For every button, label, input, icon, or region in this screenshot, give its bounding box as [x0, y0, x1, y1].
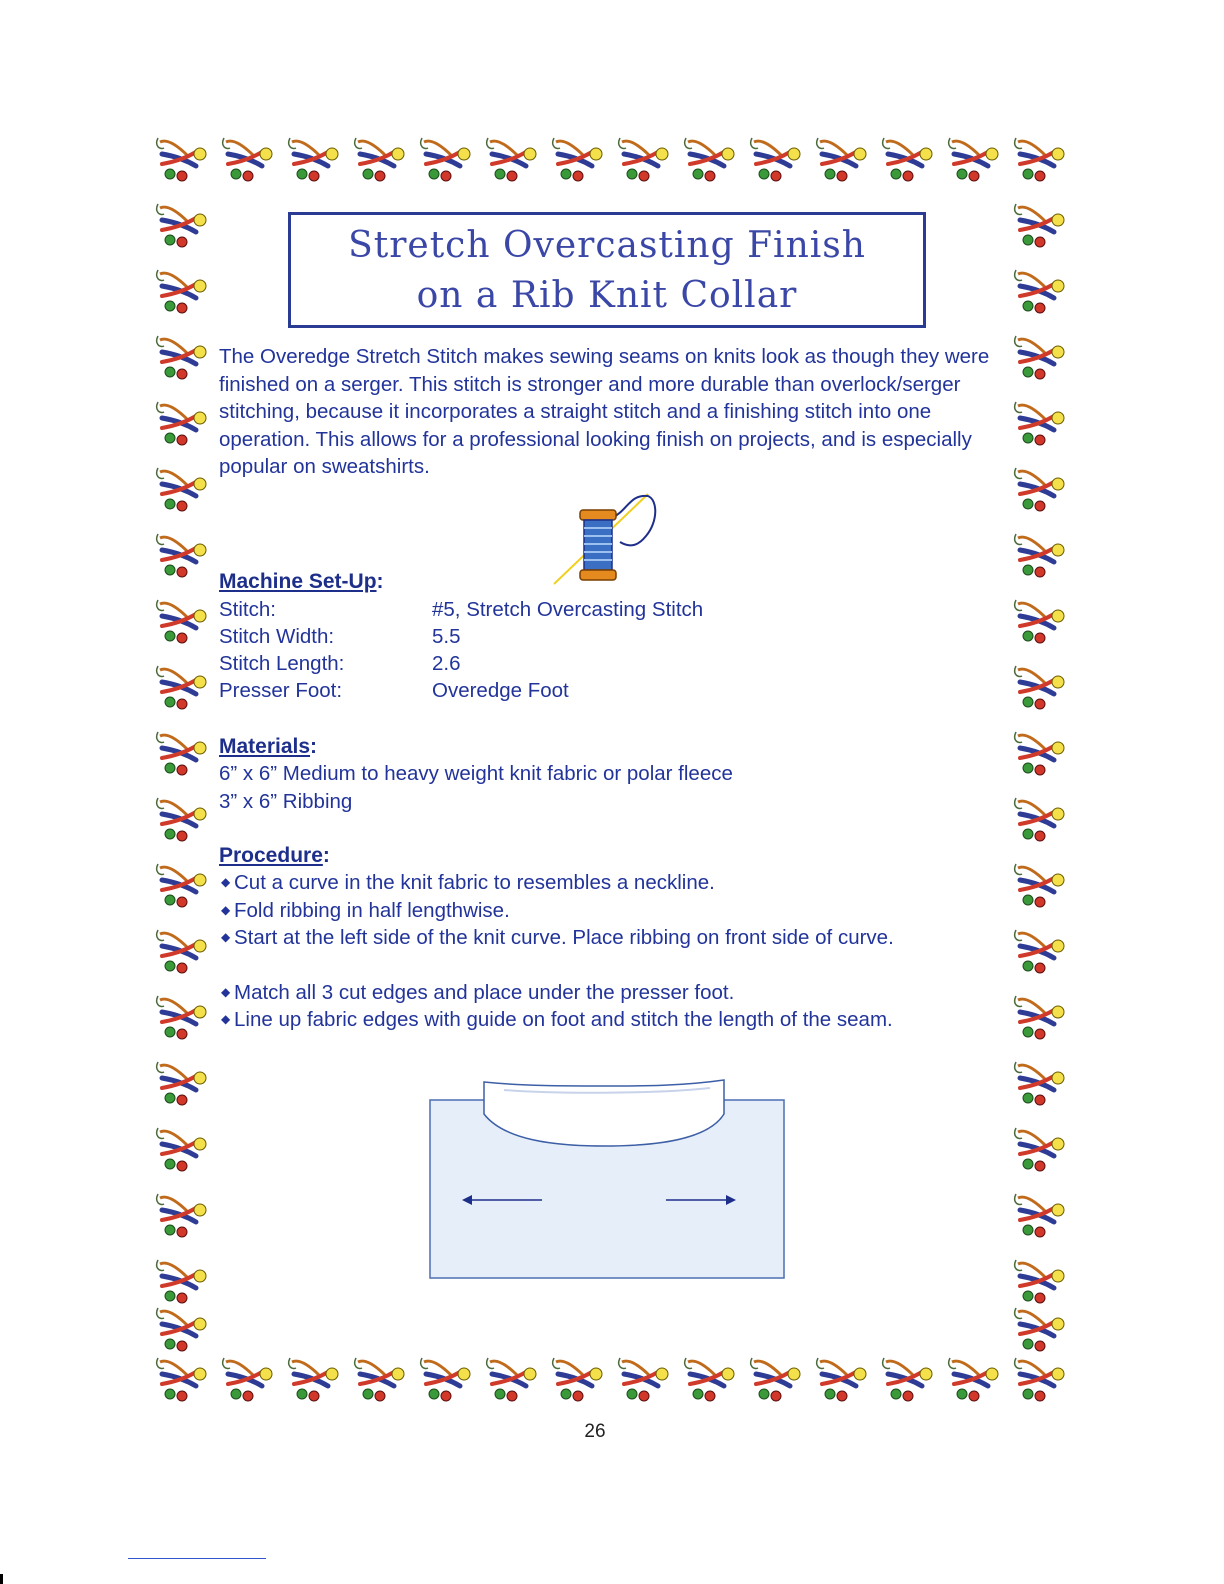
spec-row-stitch-length — [219, 650, 919, 677]
spec-value: Overedge Foot — [432, 679, 569, 702]
page-title-line-2: on a Rib Knit Collar — [416, 275, 798, 316]
bullet-icon: ◆ — [221, 1012, 231, 1026]
materials-heading: Materials: — [219, 735, 318, 758]
collar-diagram — [424, 1074, 790, 1284]
thread-spool-icon — [550, 488, 670, 588]
bullet-icon: ◆ — [221, 985, 231, 999]
machine-setup-heading: Machine Set-Up: — [219, 570, 384, 593]
page-number: 26 — [584, 1421, 606, 1442]
procedure-step: ◆ Fold ribbing in half lengthwise. — [221, 897, 941, 925]
materials-item: 6” x 6” Medium to heavy weight knit fabric or polar fleece — [219, 762, 733, 785]
spec-row-stitch-width — [219, 623, 919, 650]
procedure-heading: Procedure: — [219, 844, 330, 867]
footnote-rule — [128, 1558, 266, 1559]
bullet-icon: ◆ — [221, 930, 231, 944]
spec-row-stitch — [219, 596, 919, 623]
procedure-step: ◆ Match all 3 cut edges and place under the presser foot. — [221, 979, 941, 1007]
page-title-line-1: Stretch Overcasting Finish — [348, 225, 866, 266]
spec-row-presser-foot — [219, 677, 919, 704]
spec-value: 5.5 — [432, 625, 461, 648]
spec-value: #5, Stretch Overcasting Stitch — [432, 598, 704, 621]
spec-label: Stitch Width: — [219, 625, 335, 648]
procedure-step: ◆ Line up fabric edges with guide on foot and stitch the length of the seam. — [221, 1006, 941, 1034]
spec-value: 2.6 — [432, 652, 461, 675]
intro-paragraph: The Overedge Stretch Stitch makes sewing seams on knits look as though they were finished on a serger. This stitch is stronger and more durable than overlock/serger stitching, because it incorporates a straight stitch and a finishing stitch into one operation. This allows for a professional looking finish on projects, and is especially popular on sweatshirts. — [219, 345, 990, 478]
materials-item: 3” x 6” Ribbing — [219, 790, 353, 813]
spec-label: Presser Foot: — [219, 679, 343, 702]
bullet-icon: ◆ — [221, 903, 231, 917]
spec-label: Stitch Length: — [219, 652, 345, 675]
spec-label: Stitch: — [219, 598, 276, 621]
scan-edge-mark — [0, 1574, 3, 1584]
procedure-step: ◆ Start at the left side of the knit curve. Place ribbing on front side of curve. — [221, 924, 941, 952]
bullet-icon: ◆ — [221, 875, 231, 889]
title-box — [288, 212, 926, 328]
procedure-step: ◆ Cut a curve in the knit fabric to resembles a neckline. — [221, 869, 941, 897]
